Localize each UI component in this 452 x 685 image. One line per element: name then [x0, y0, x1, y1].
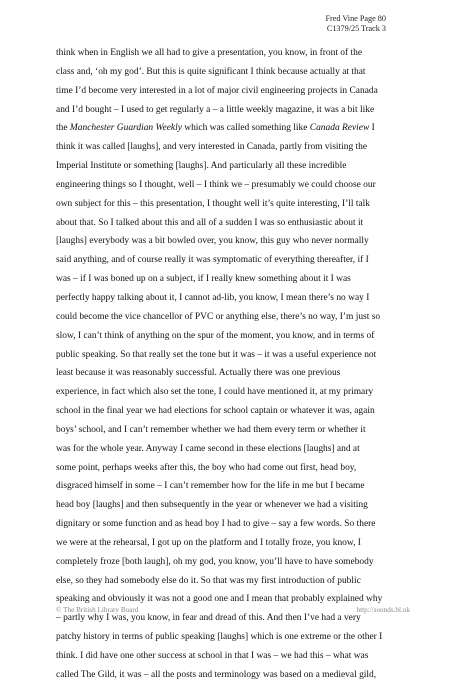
transcript-line [56, 138, 410, 157]
line-text: class and, ‘oh my god’. But this is quite significant I think because actually at that [56, 66, 366, 77]
line-text: called The Gild, it was – all the posts and terminology was based on a medieval gild, [56, 669, 377, 680]
line-text: slow, I can’t think of anything on the spur of the moment, you know, and in terms of [56, 330, 375, 341]
line-text: some point, perhaps weeks after this, the boy who had come out first, head boy, [56, 462, 357, 473]
line-text: speaking and obviously it was not a good one and I mean that probably explained why [56, 594, 383, 605]
transcript-line [56, 214, 410, 233]
transcript-line [56, 421, 410, 440]
transcript-line [56, 628, 410, 647]
transcript-line [56, 459, 410, 478]
transcript-line [56, 270, 410, 289]
transcript-line [56, 364, 410, 383]
line-text: experience, in fact which also set the tone, I could have mentioned it, at my primary [56, 387, 374, 398]
line-text: we were at the rehearsal, I got up on the platform and I totally froze, you know, I [56, 537, 361, 548]
line-text: the [56, 123, 70, 134]
transcript-line [56, 119, 410, 138]
transcript-line [56, 440, 410, 459]
transcript-line [56, 289, 410, 308]
line-text: could become the vice chancellor of PVC or anything else, there’s no way, I’m just so [56, 311, 381, 322]
transcript-line [56, 496, 410, 515]
transcript-line [56, 327, 410, 346]
line-text: and I’d bought – I used to get regularly a – a little weekly magazine, it was a bit like [56, 104, 375, 115]
transcript-line [56, 176, 410, 195]
line-text: public speaking. So that really set the tone but it was – it was a useful experience not [56, 349, 377, 360]
transcript-line [56, 647, 410, 666]
transcript-line [56, 515, 410, 534]
line-text: think. I did have one other success at school in that I was – we had this – what was [56, 651, 369, 661]
line-text: said anything, and of course really it was symptomatic of everything thereafter, if I [56, 255, 369, 266]
line-text: disgraced himself in some – I can’t remember how for the life in me but I became [56, 481, 365, 492]
line-text: completely froze [both laugh], oh my god, you know, you’ll have to have somebody [56, 556, 374, 567]
transcript-line [56, 572, 410, 591]
transcript-line [56, 666, 410, 685]
line-text: time I’d become very interested in a lot of major civil engineering projects in Canada [56, 85, 378, 96]
transcript-line [56, 383, 410, 402]
line-text: engineering things so I thought, well – I think we – presumably we could choose our [56, 179, 376, 190]
copyright-notice: © The British Library Board [56, 606, 139, 614]
line-text: least because it was reasonably successful. Actually there was one previous [56, 368, 341, 379]
transcript-line [56, 157, 410, 176]
line-text: school in the final year we had elections for school captain or whatever it was, again [56, 406, 375, 417]
page-header [325, 14, 386, 34]
transcript-body [56, 44, 410, 685]
italic-title: Canada Review [309, 123, 370, 134]
transcript-line [56, 195, 410, 214]
line-text: think when in English we all had to give a presentation, you know, in front of the [56, 48, 363, 58]
line-text: – partly why I was, you know, in fear and dread of this. And then I’ve had a very [56, 613, 361, 624]
transcript-line [56, 101, 410, 120]
transcript-line [56, 232, 410, 251]
transcript-line [56, 63, 410, 82]
line-text: think it was called [laughs], and very interested in Canada, partly from visiting the [56, 142, 368, 153]
transcript-line [56, 534, 410, 553]
line-text: about that. So I talked about this and all of a sudden I was so enthusiastic about it [56, 217, 364, 228]
line-text: was for the whole year. Anyway I came second in these elections [laughs] and at [56, 443, 360, 454]
line-text: perfectly happy talking about it, I cannot ad-lib, you know, I mean there’s no way I [56, 292, 370, 303]
line-text: patchy history in terms of public speaking [laughs] which is one extreme or the other I [56, 632, 383, 643]
transcript-line [56, 308, 410, 327]
line-text: I [369, 123, 375, 134]
transcript-line [56, 82, 410, 101]
line-text: Imperial Institute or something [laughs]. And particularly all these incredible [56, 161, 347, 172]
transcript-line [56, 553, 410, 572]
italic-title: Manchester Guardian Weekly [69, 123, 182, 134]
transcript-line [56, 402, 410, 421]
track-label: C1379/25 Track 3 [326, 24, 386, 33]
transcript-line [56, 477, 410, 496]
line-text: boys’ school, and I can’t remember whether we had them every term or whether it [56, 424, 366, 435]
transcript-line [56, 251, 410, 270]
line-text: was – if I was boned up on a subject, if I really knew something about it I was [56, 274, 351, 285]
line-text: head boy [laughs] and then subsequently in the year or whenever we had a visiting [56, 500, 368, 511]
footer-url: http://sounds.bl.uk [356, 606, 410, 614]
page-footer [56, 606, 410, 614]
page-label: Fred Vine Page 80 [325, 14, 386, 23]
line-text: own subject for this – this presentation, I thought well it’s quite interesting, I’ll talk [56, 198, 371, 209]
line-text: dignitary or some function and as head boy I had to give – say a few words. So there [56, 519, 376, 530]
line-text: [laughs] everybody was a bit bowled over, you know, this guy who never normally [56, 236, 369, 247]
line-text: which was called something like [181, 123, 310, 134]
transcript-line [56, 44, 410, 63]
transcript-line [56, 346, 410, 365]
line-text: else, so they had somebody else do it. So that was my first introduction of public [56, 575, 361, 586]
